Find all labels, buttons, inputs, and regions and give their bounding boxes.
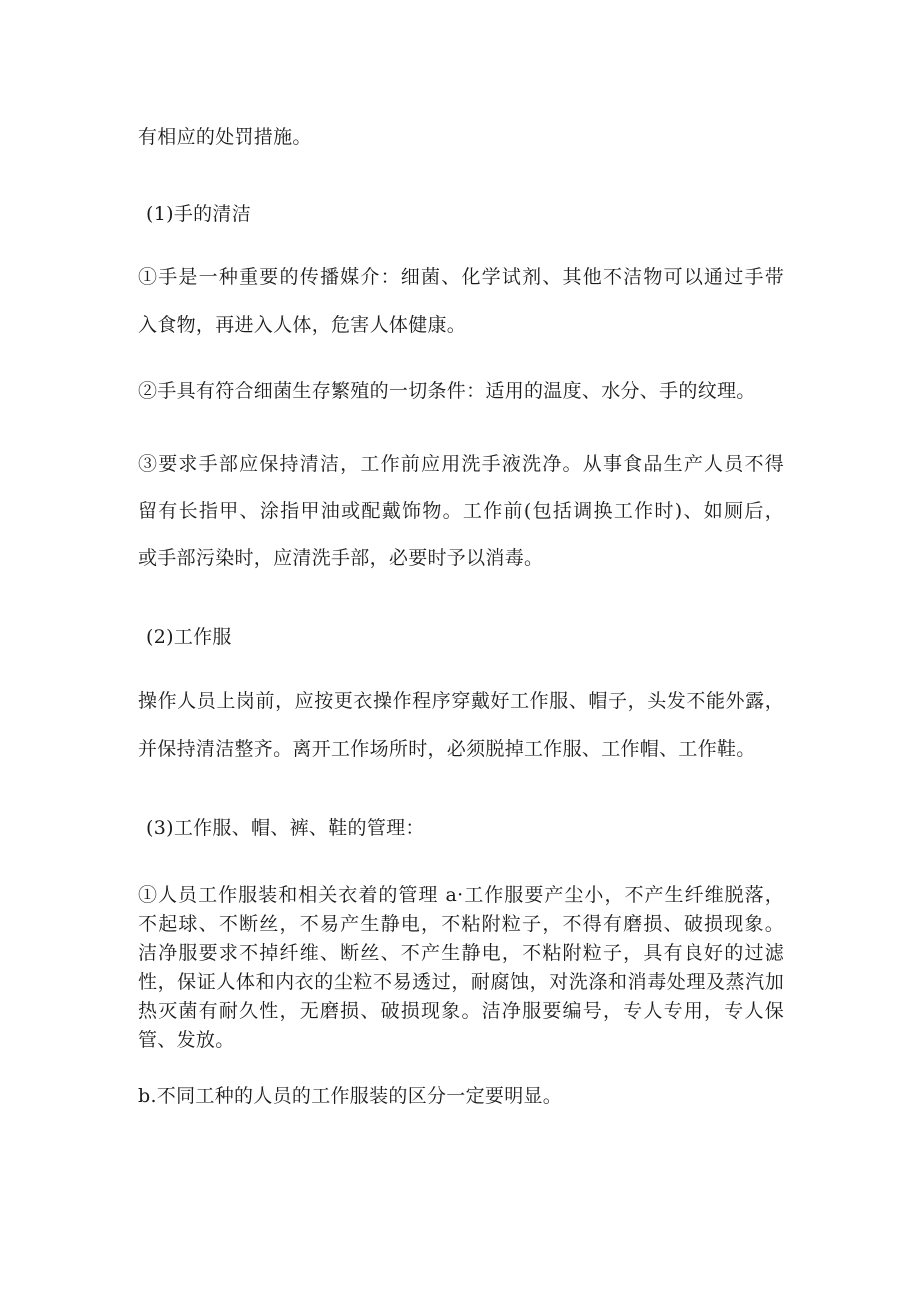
text-line: ①人员工作服装和相关衣着的管理 a·工作服要产尘小，不产生纤维脱落，	[138, 884, 784, 906]
text-line: 并保持清洁整齐。离开工作场所时，必须脱掉工作服、工作帽、工作鞋。	[138, 738, 756, 760]
text-line: 性，保证人体和内衣的尘粒不易透过，耐腐蚀，对洗涤和消毒处理及蒸汽加	[138, 971, 784, 993]
text-line: 管、发放。	[138, 1029, 235, 1051]
text-line: 或手部污染时，应清洗手部，必要时予以消毒。	[138, 547, 544, 569]
text-line: 有相应的处罚措施。	[138, 126, 312, 148]
text-line: 热灭菌有耐久性，无磨损、破损现象。洁净服要编号，专人专用，专人保	[138, 1000, 784, 1022]
text-line: 入食物，再进入人体，危害人体健康。	[138, 314, 467, 336]
text-line: ③要求手部应保持清洁，工作前应用洗手液洗净。从事食品生产人员不得	[138, 453, 784, 475]
section-heading-work-clothes: (2)工作服	[146, 626, 232, 648]
text-line: ①手是一种重要的传播媒介：细菌、化学试剂、其他不洁物可以通过手带	[138, 266, 784, 288]
text-line: 不起球、不断丝，不易产生静电，不粘附粒子，不得有磨损、破损现象。	[138, 913, 784, 935]
text-line: 操作人员上岗前，应按更衣操作程序穿戴好工作服、帽子，头发不能外露，	[138, 690, 784, 712]
section-heading-clothing-management: (3)工作服、帽、裤、鞋的管理：	[146, 817, 425, 839]
text-line: 洁净服要求不掉纤维、断丝、不产生静电，不粘附粒子，具有良好的过滤	[138, 942, 784, 964]
section-heading-hand-cleaning: (1)手的清洁	[146, 203, 252, 225]
text-line: 留有长指甲、涂指甲油或配戴饰物。工作前(包括调换工作时)、如厕后，	[138, 500, 784, 522]
text-line: b.不同工种的人员的工作服装的区分一定要明显。	[138, 1085, 563, 1107]
text-line: ②手具有符合细菌生存繁殖的一切条件：适用的温度、水分、手的纹理。	[138, 380, 756, 402]
